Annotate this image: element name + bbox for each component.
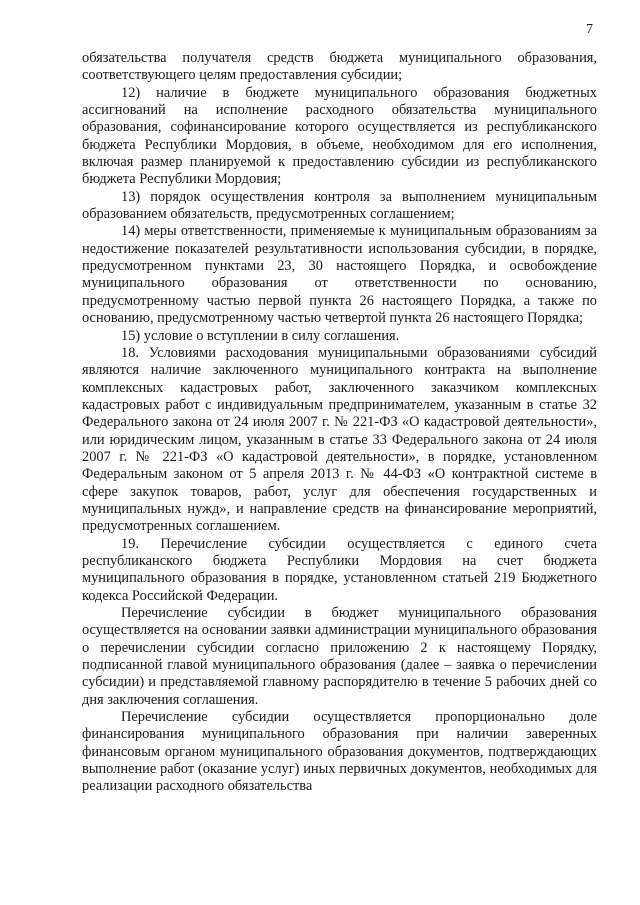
paragraph-clause-18: 18. Условиями расходования муниципальными образованиями субсидий являются наличие заключенного муниципального контракта на выполнение комплексных кадастровых работ, заключенного заказчиком комплексных кадастровых работ с индивидуальным предпринимателем, указанным в статье 32 Федерального закона от 24 июля 2007 г. № 221-ФЗ «О кадастровой деятельности», или юридическим лицом, указанным в статье 33 Федерального закона от 24 июля 2007 г. № 221-ФЗ «О кадастровой деятельности», в порядке, установленном Федеральным законом от 5 апреля 2013 г. № 44-ФЗ «О контрактной системе в сфере закупок товаров, работ, услуг для обеспечения государственных и муниципальных нужд», и направление средств на финансирование мероприятий, предусмотренных соглашением. xyxy=(82,344,597,535)
page-number: 7 xyxy=(586,22,593,37)
paragraph-item-14: 14) меры ответственности, применяемые к муниципальным образованиям за недостижение показателей результативности использования субсидии, в порядке, предусмотренном пунктами 23, 30 настоящего Порядка, и освобождение муниципального образования от ответственности по основанию, предусмотренному частью первой пункта 26 настоящего Порядка, а также по основанию, предусмотренному частью четвертой пункта 26 настоящего Порядка; xyxy=(82,223,597,327)
paragraph-continuation: обязательства получателя средств бюджета муниципального образования, соответствующего целям предоставления субсидии; xyxy=(82,50,597,84)
paragraph-transfer-proportional: Перечисление субсидии осуществляется пропорционально доле финансирования муниципального образования при наличии заверенных финансовым органом муниципального образования документов, подтверждающих выполнение работ (оказание услуг) иных первичных документов, необходимых для реализации расходного обязательства xyxy=(82,709,597,795)
paragraph-clause-19: 19. Перечисление субсидии осуществляется с единого счета республиканского бюджета Республики Мордовия на счет бюджета муниципального образования в порядке, установленном статьей 219 Бюджетного кодекса Российской Федерации. xyxy=(82,535,597,604)
paragraph-item-15: 15) условие о вступлении в силу соглашения. xyxy=(121,327,400,344)
paragraph-item-12: 12) наличие в бюджете муниципального образования бюджетных ассигнований на исполнение расходного обязательства муниципального образования, софинансирование которого осуществляется из республиканского бюджета Республики Мордовия, в объеме, необходимом для его исполнения, включая размер планируемой к предоставлению субсидии из республиканского бюджета Республики Мордовия; xyxy=(82,84,597,188)
paragraph-transfer-request: Перечисление субсидии в бюджет муниципального образования осуществляется на основании заявки администрации муниципального образования о перечислении субсидии согласно приложению 2 к настоящему Порядку, подписанной главой муниципального образования (далее – заявка о перечислении субсидии) и представляемой главному распорядителю в течение 5 рабочих дней со дня заключения соглашения. xyxy=(82,605,597,708)
document-body xyxy=(82,50,597,796)
paragraph-item-13: 13) порядок осуществления контроля за выполнением муниципальным образованием обязательств, предусмотренных соглашением; xyxy=(82,188,597,223)
